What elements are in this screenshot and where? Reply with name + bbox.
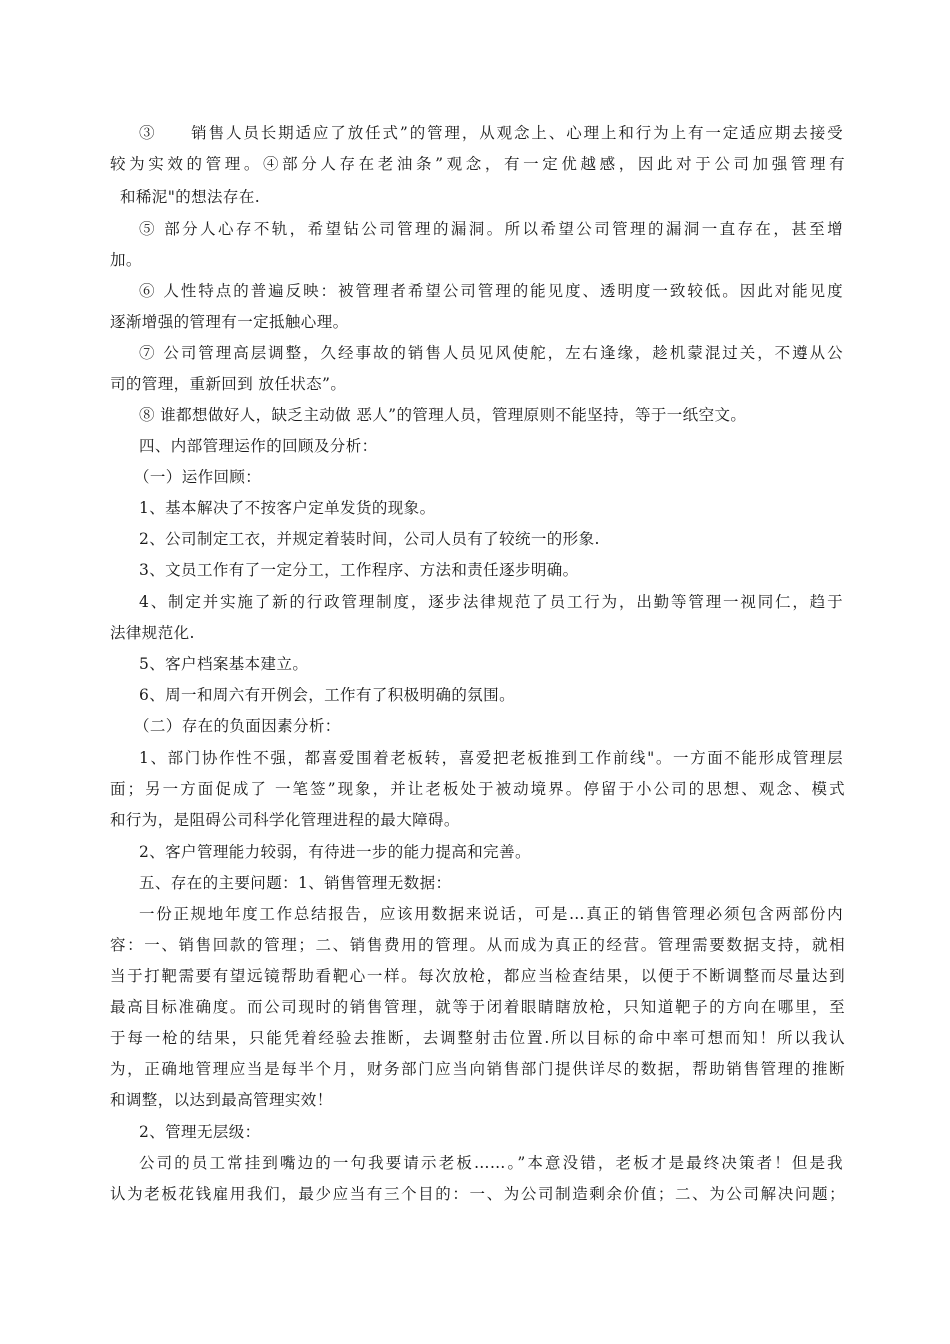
text-line: 最高目标准确度。而公司现时的销售管理，就等于闭着眼睛瞎放枪，只知道靶子的方向在哪里，至 xyxy=(110,998,845,1016)
text-line: ⑥ 人性特点的普遍反映：被管理者希望公司管理的能见度、透明度一致较低。因此对能见度 xyxy=(139,282,843,300)
text-line: ⑤ 部分人心存不轨，希望钻公司管理的漏洞。所以希望公司管理的漏洞一直存在，甚至增 xyxy=(139,220,843,238)
text-line: 公司的员工常挂到嘴边的一句我要请示老板……。”本意没错，老板才是最终决策者！但是我 xyxy=(139,1154,843,1172)
text-line: 较为实效的管理。④部分人存在老油条”观念，有一定优越感，因此对于公司加强管理有 xyxy=(110,155,845,173)
text-line: 4、制定并实施了新的行政管理制度，逐步法律规范了员工行为，出勤等管理一视同仁，趋于 xyxy=(139,593,843,611)
text-line: ③ 销售人员长期适应了放任式”的管理，从观念上、心理上和行为上有一定适应期去接受 xyxy=(139,124,843,142)
text-line: 6、周一和周六有开例会，工作有了积极明确的氛围。 xyxy=(139,686,515,704)
section-heading: 五、存在的主要问题：1、销售管理无数据： xyxy=(139,874,452,892)
text-line: 3、文员工作有了一定分工，工作程序、方法和责任逐步明确。 xyxy=(139,561,579,579)
text-line: 2、客户管理能力较弱，有待进一步的能力提高和完善。 xyxy=(139,843,531,861)
text-line: 法律规范化. xyxy=(110,624,195,642)
text-line: 2、公司制定工衣，并规定着装时间，公司人员有了较统一的形象. xyxy=(139,530,600,548)
text-line: 面；另一方面促成了 一笔签”现象，并让老板处于被动境界。停留于小公司的思想、观念、模式 xyxy=(110,780,845,798)
text-line: 一份正规地年度工作总结报告，应该用数据来说话，可是…真正的销售管理必须包含两部份内 xyxy=(139,905,843,923)
text-line: ⑦ 公司管理高层调整，久经事故的销售人员见风使舵，左右逢缘，趁机蒙混过关，不遵从公 xyxy=(139,344,843,362)
text-line: 1、基本解决了不按客户定单发货的现象。 xyxy=(139,499,436,517)
text-line: 于每一枪的结果，只能凭着经验去推断，去调整射击位置.所以目标的命中率可想而知！所以我认 xyxy=(110,1029,845,1047)
section-heading: 2、管理无层级： xyxy=(139,1123,261,1141)
text-line: 5、客户档案基本建立。 xyxy=(139,655,309,673)
subsection-heading: （二）存在的负面因素分析： xyxy=(134,717,341,735)
text-line: 逐渐增强的管理有一定抵触心理。 xyxy=(110,313,349,331)
text-line: 为，正确地管理应当是每半个月，财务部门应当向销售部门提供详尽的数据，帮助销售管理的推断 xyxy=(110,1060,845,1078)
text-line: 容：一、销售回款的管理；二、销售费用的管理。从而成为真正的经营。管理需要数据支持，就相 xyxy=(110,936,845,954)
text-line: 和稀泥"的想法存在. xyxy=(120,188,261,206)
text-line: 加。 xyxy=(110,251,142,269)
text-line: 1、部门协作性不强，都喜爱围着老板转，喜爱把老板推到工作前线"。一方面不能形成管理层 xyxy=(139,749,843,767)
section-heading: 四、内部管理运作的回顾及分析： xyxy=(139,437,378,455)
text-line: 认为老板花钱雇用我们，最少应当有三个目的：一、为公司制造剩余价值；二、为公司解决问题； xyxy=(110,1185,845,1203)
text-line: 和行为，是阻碍公司科学化管理进程的最大障碍。 xyxy=(110,811,460,829)
text-line: ⑧ 谁都想做好人，缺乏主动做 恶人”的管理人员，管理原则不能坚持，等于一纸空文。 xyxy=(139,406,747,424)
text-line: 司的管理，重新回到 放任状态”。 xyxy=(110,375,347,393)
text-line: 当于打靶需要有望远镜帮助看靶心一样。每次放枪，都应当检查结果，以便于不断调整而尽量达到 xyxy=(110,967,845,985)
text-line: 和调整，以达到最高管理实效！ xyxy=(110,1091,333,1109)
subsection-heading: （一）运作回顾： xyxy=(134,468,262,486)
